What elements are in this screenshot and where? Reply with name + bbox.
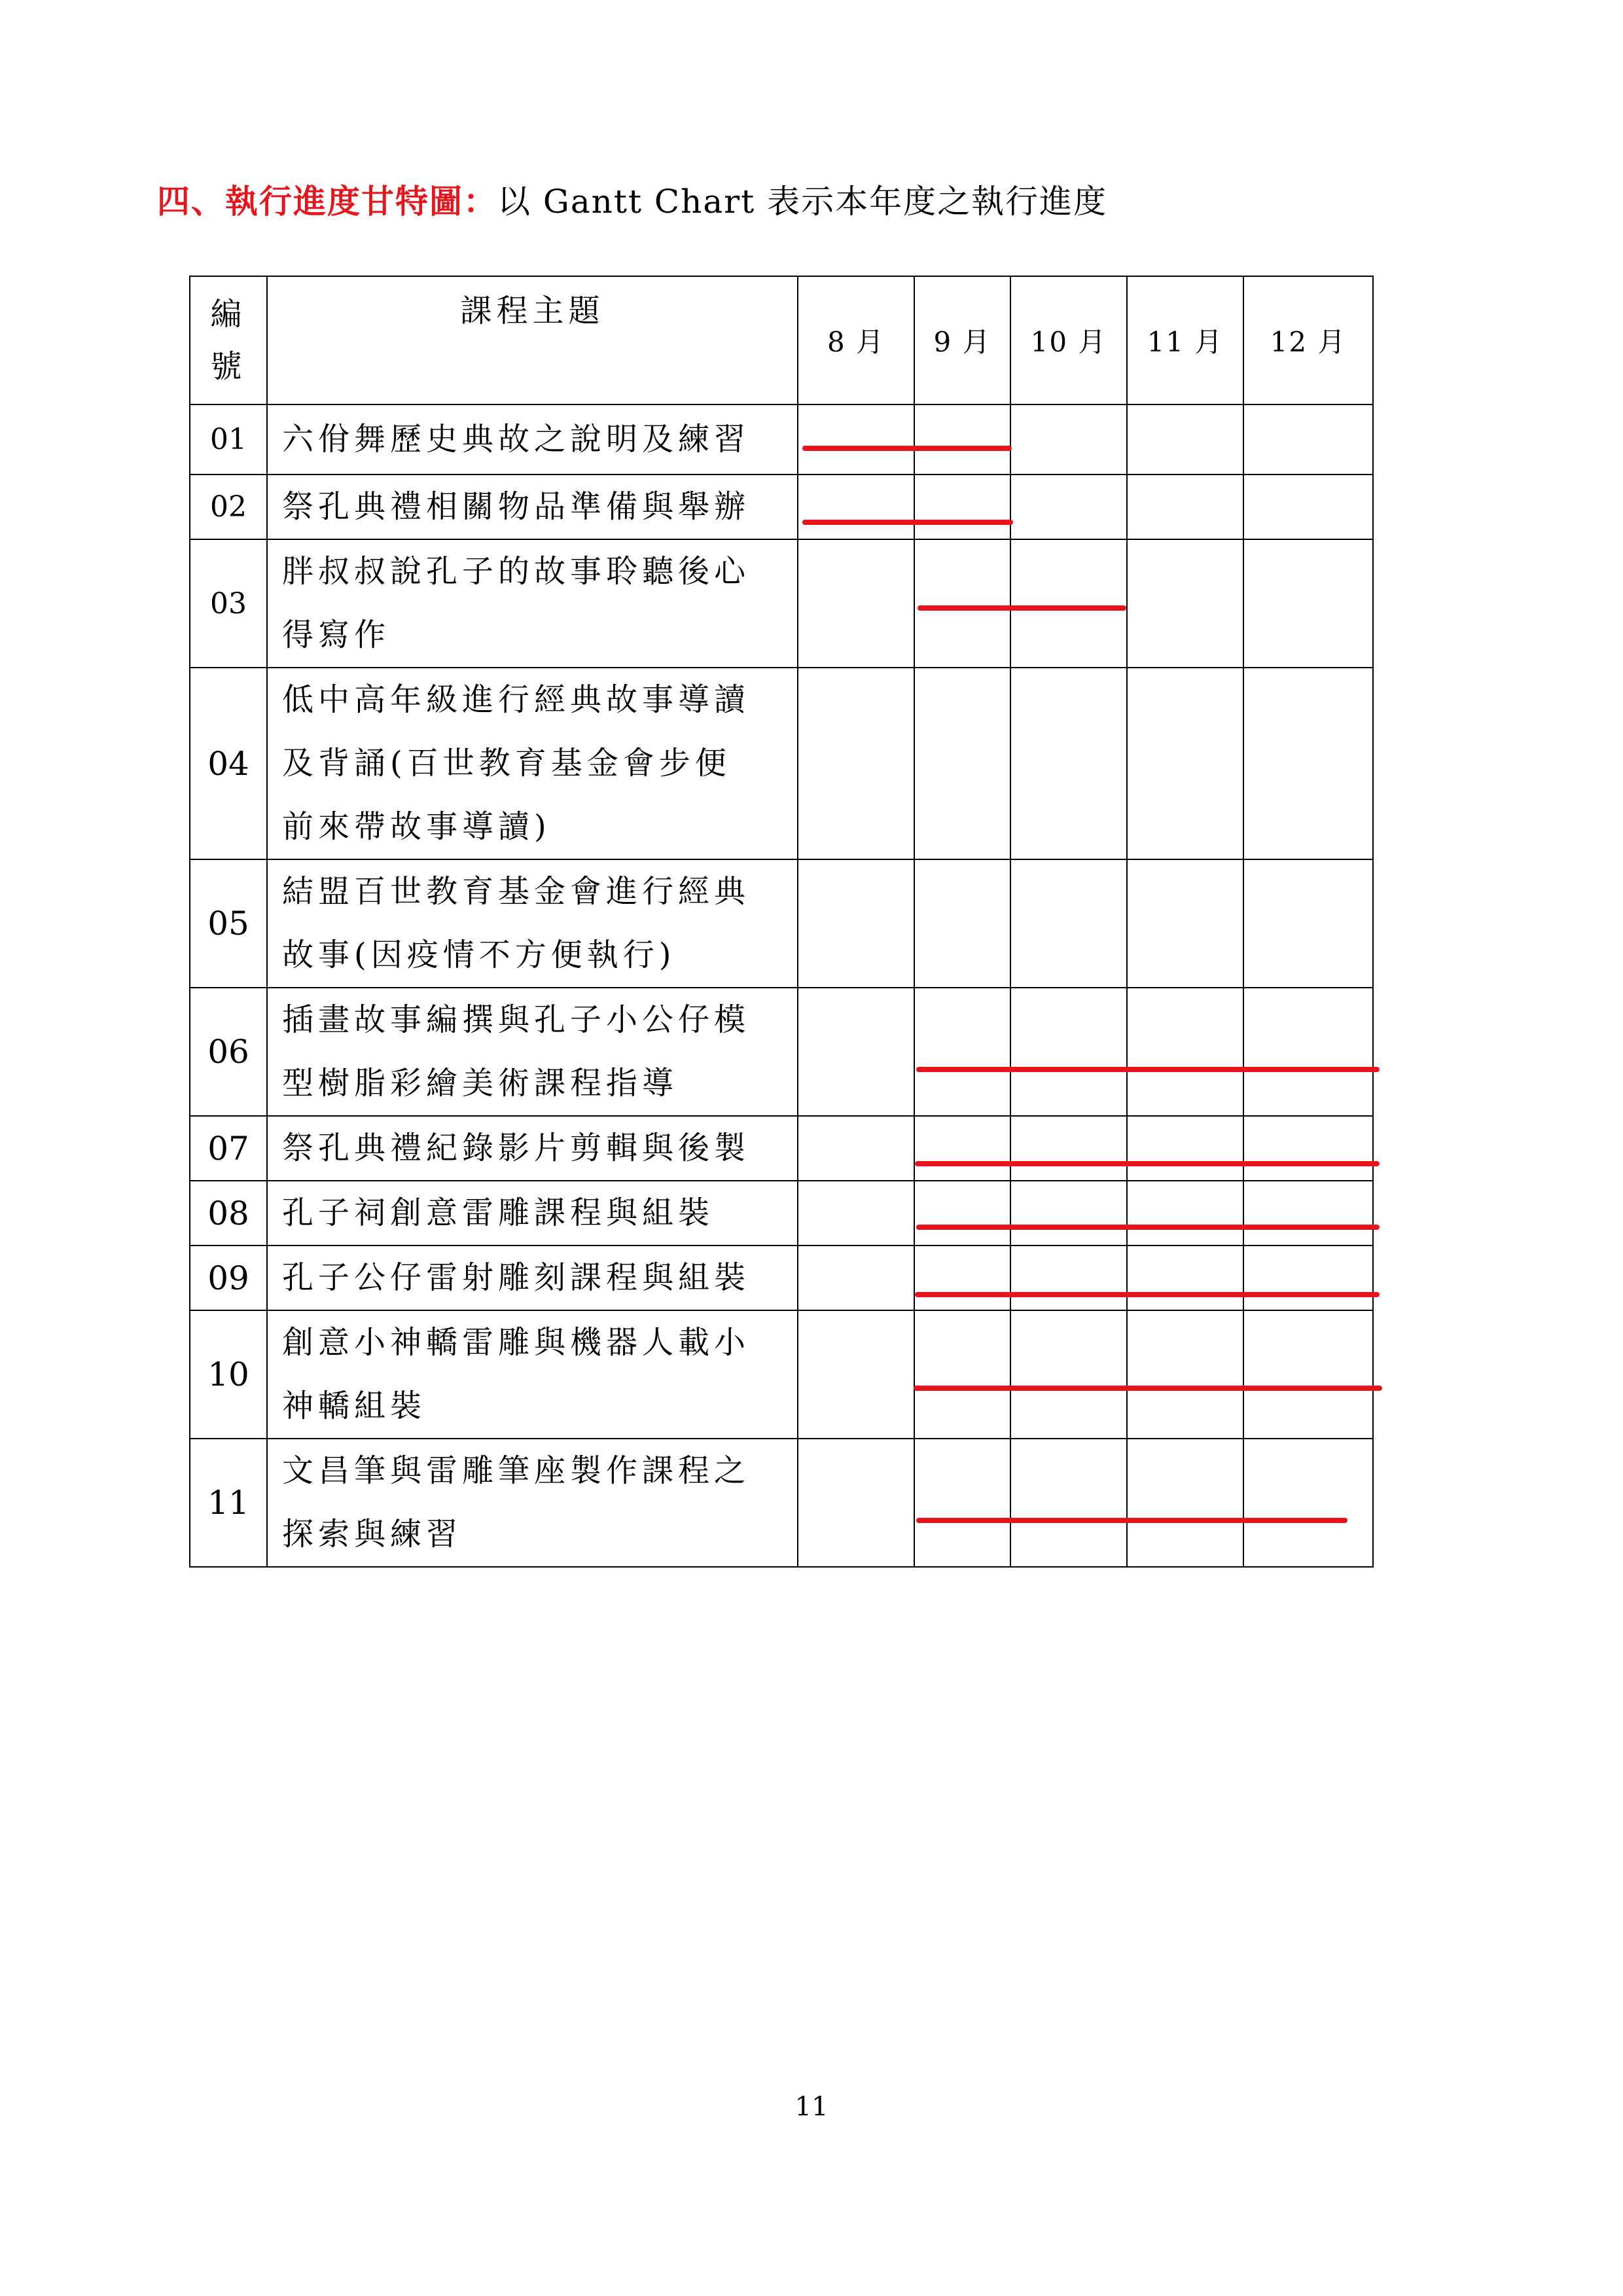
gantt-table [189, 276, 1374, 1568]
gantt-cell [1127, 1439, 1243, 1567]
gantt-cell [1127, 1246, 1243, 1310]
row-topic-line: 神轎組裝 [282, 1388, 427, 1424]
gantt-cell [1243, 475, 1373, 539]
row-topic [267, 1310, 798, 1439]
gantt-cell [1010, 1439, 1127, 1567]
gantt-cell [1243, 404, 1373, 475]
gantt-cell [914, 668, 1010, 859]
gantt-cell [1127, 475, 1243, 539]
row-topic-line: 型樹脂彩繪美術課程指導 [282, 1065, 679, 1102]
page-number: 11 [794, 2092, 829, 2122]
row-topic-line: 結盟百世教育基金會進行經典 [282, 873, 751, 910]
table-row [190, 668, 1373, 859]
gantt-cell [914, 859, 1010, 988]
gantt-cell [1127, 539, 1243, 668]
gantt-cell [1243, 1116, 1373, 1181]
row-topic-line: 插畫故事編撰與孔子小公仔模 [282, 1001, 751, 1038]
gantt-cell [1243, 859, 1373, 988]
row-topic-line: 低中高年級進行經典故事導讀 [282, 681, 751, 718]
gantt-cell [1010, 1116, 1127, 1181]
gantt-cell [914, 1181, 1010, 1246]
row-topic-line: 孔子公仔雷射雕刻課程與組裝 [282, 1259, 751, 1296]
row-topic-line: 及背誦(百世教育基金會步便 [282, 745, 731, 781]
gantt-cell [1010, 475, 1127, 539]
gantt-cell [798, 1116, 914, 1181]
gantt-cell [914, 988, 1010, 1116]
gantt-cell [1127, 988, 1243, 1116]
gantt-cell [798, 1439, 914, 1567]
gantt-cell [798, 475, 914, 539]
gantt-cell [1010, 859, 1127, 988]
row-topic-line: 文昌筆與雷雕筆座製作課程之 [282, 1452, 751, 1489]
header-month-9: 9 月 [914, 276, 1010, 404]
row-topic-line: 探索與練習 [282, 1516, 463, 1552]
gantt-cell [1127, 404, 1243, 475]
row-id: 06 [190, 988, 267, 1116]
row-topic-line: 前來帶故事導讀) [282, 808, 551, 845]
table-row [190, 1246, 1373, 1310]
table-row [190, 404, 1373, 475]
row-id: 03 [190, 539, 267, 668]
gantt-cell [1010, 668, 1127, 859]
row-topic [267, 988, 798, 1116]
row-id: 09 [190, 1246, 267, 1310]
row-topic [267, 475, 798, 539]
row-topic [267, 539, 798, 668]
gantt-cell [1243, 539, 1373, 668]
row-id: 02 [190, 475, 267, 539]
gantt-cell [1243, 1246, 1373, 1310]
table-row [190, 988, 1373, 1116]
gantt-cell [1243, 668, 1373, 859]
gantt-cell [914, 1116, 1010, 1181]
gantt-cell [1010, 539, 1127, 668]
gantt-cell [914, 1246, 1010, 1310]
row-id: 10 [190, 1310, 267, 1439]
header-id [190, 276, 267, 404]
gantt-cell [1010, 988, 1127, 1116]
row-topic [267, 1439, 798, 1567]
table-row [190, 1439, 1373, 1567]
table-row [190, 1181, 1373, 1246]
gantt-cell [798, 668, 914, 859]
table-row [190, 1310, 1373, 1439]
gantt-cell [798, 1181, 914, 1246]
header-month-8: 8 月 [798, 276, 914, 404]
section-heading [157, 175, 1107, 228]
row-topic-line: 六佾舞歷史典故之說明及練習 [282, 421, 751, 457]
gantt-cell [798, 988, 914, 1116]
gantt-cell [914, 475, 1010, 539]
header-id-line2: 號 [210, 348, 247, 385]
row-id: 04 [190, 668, 267, 859]
row-topic-line: 胖叔叔說孔子的故事聆聽後心 [282, 553, 751, 590]
row-id: 07 [190, 1116, 267, 1181]
header-month-12: 12 月 [1243, 276, 1373, 404]
row-topic [267, 1246, 798, 1310]
row-topic-line: 故事(因疫情不方便執行) [282, 937, 676, 973]
header-month-11: 11 月 [1127, 276, 1243, 404]
table-row [190, 859, 1373, 988]
row-topic [267, 859, 798, 988]
gantt-cell [798, 1246, 914, 1310]
gantt-cell [914, 404, 1010, 475]
heading-label: 四、執行進度甘特圖 [157, 182, 463, 221]
gantt-cell [798, 1310, 914, 1439]
table-row [190, 475, 1373, 539]
table-row [190, 539, 1373, 668]
gantt-cell [1010, 404, 1127, 475]
header-row [190, 276, 1373, 404]
row-topic-line: 祭孔典禮相關物品準備與舉辦 [282, 488, 751, 525]
gantt-cell [798, 404, 914, 475]
header-month-10: 10 月 [1010, 276, 1127, 404]
gantt-cell [798, 539, 914, 668]
gantt-cell [1127, 1181, 1243, 1246]
header-topic: 課程主題 [267, 276, 798, 404]
row-topic [267, 668, 798, 859]
gantt-cell [1010, 1310, 1127, 1439]
gantt-cell [1243, 1310, 1373, 1439]
gantt-cell [1127, 859, 1243, 988]
row-topic-line: 祭孔典禮紀錄影片剪輯與後製 [282, 1130, 751, 1166]
header-id-line1: 編 [210, 296, 247, 332]
row-topic [267, 1116, 798, 1181]
gantt-cell [1127, 1310, 1243, 1439]
row-id: 01 [190, 404, 267, 475]
heading-colon: ： [463, 182, 497, 221]
gantt-cell [1243, 988, 1373, 1116]
row-topic [267, 1181, 798, 1246]
row-id: 08 [190, 1181, 267, 1246]
gantt-cell [798, 859, 914, 988]
row-topic-line: 得寫作 [282, 617, 391, 653]
row-id: 11 [190, 1439, 267, 1567]
gantt-cell [1127, 1116, 1243, 1181]
gantt-cell [1010, 1181, 1127, 1246]
gantt-cell [1010, 1246, 1127, 1310]
row-topic-line: 孔子祠創意雷雕課程與組裝 [282, 1194, 715, 1231]
gantt-cell [1243, 1181, 1373, 1246]
table-row [190, 1116, 1373, 1181]
row-id: 05 [190, 859, 267, 988]
gantt-cell [1243, 1439, 1373, 1567]
gantt-cell [914, 539, 1010, 668]
gantt-cell [1127, 668, 1243, 859]
gantt-cell [914, 1439, 1010, 1567]
row-topic-line: 創意小神轎雷雕與機器人載小 [282, 1324, 751, 1361]
heading-text: 以 Gantt Chart 表示本年度之執行進度 [497, 183, 1108, 221]
gantt-cell [914, 1310, 1010, 1439]
row-topic [267, 404, 798, 475]
